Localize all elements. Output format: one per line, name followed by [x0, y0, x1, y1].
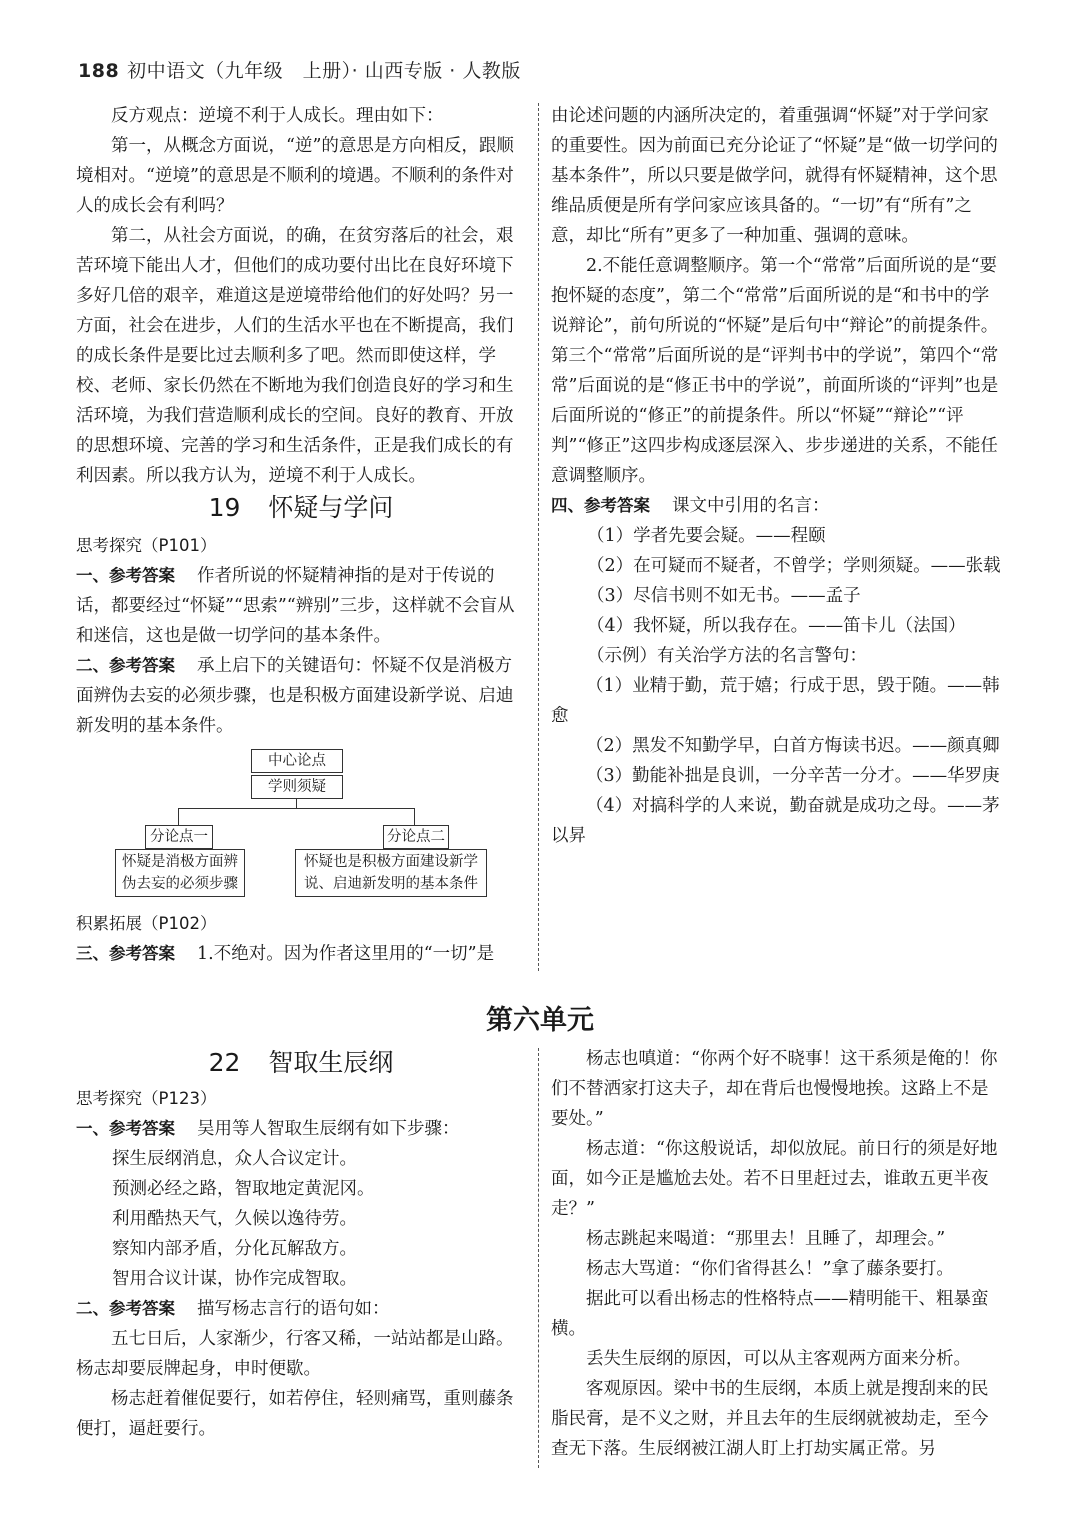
page-header [78, 56, 521, 83]
answer-paragraph [76, 561, 526, 651]
column-divider [538, 1048, 539, 1468]
answer-text: 描写杨志言行的语句如： [197, 1299, 390, 1319]
list-item: 察知内部矛盾，分化瓦解敌方。 [112, 1239, 357, 1259]
answer-paragraph [76, 1114, 526, 1144]
paragraph: 据此可以看出杨志的性格特点——精明能干、粗暴蛮横。 [551, 1289, 989, 1339]
paragraph: 丢失生辰纲的原因，可以从主客观两方面来分析。 [586, 1349, 971, 1369]
paragraph: 杨志道：“你这般说话，却似放屁。前日行的须是好地面，如今正是尴尬去处。若不日里赶过去，谁敢五更半夜走？” [551, 1139, 998, 1219]
sub-point-2-detail [295, 849, 487, 897]
example-quote: （1）业精于勤，荒于嬉；行成于思，毁于随。——韩愈 [551, 676, 1000, 726]
answer-label: 一、参考答案 [76, 566, 175, 585]
paragraph: 2.不能任意调整顺序。第一个“常常”后面所说的是“要抱怀疑的态度”，第二个“常常”后面所说的是“和书中的学说辩论”，前句所说的“怀疑”是后句中“辩论”的前提条件。第三个“常常”后面所说的是“评判书中的学说”，第四个“常常”后面说的是“修正书中的学说”，前面所谈的“评判”也是后面所说的“修正”的前提条件。所以“怀疑”“辩论”“评判”“修正”这四步构成逐层深入、步步递进的关系，不能任意调整顺序。 [551, 256, 999, 486]
answer-paragraph [551, 491, 1001, 521]
argument-structure-diagram [76, 741, 526, 909]
example-quote: （4）对搞科学的人来说，勤奋就是成功之母。——茅以昇 [551, 796, 1000, 846]
paragraph: 由论述问题的内涵所决定的，着重强调“怀疑”对于学问家的重要性。因为前面已充分论证了“怀疑”是“做一切学问的基本条件”，所以只要是做学问，就得有怀疑精神，这个思维品质便是所有学问家应该具备的。“一切”有“所有”之意，却比“所有”更多了一种加重、强调的意味。 [551, 106, 998, 246]
list-item: 预测必经之路，智取地定黄泥冈。 [112, 1179, 375, 1199]
answer-label: 二、参考答案 [76, 1299, 175, 1318]
list-item: （3）尽信书则不如无书。——孟子 [587, 586, 861, 606]
sub-point-1-box: 分论点一 [145, 825, 213, 849]
lesson-number: 22 [208, 1048, 241, 1077]
connector-line [178, 808, 415, 809]
lesson-heading [76, 1048, 526, 1078]
lesson-title: 怀疑与学问 [268, 493, 394, 522]
answer-label: 四、参考答案 [551, 496, 650, 515]
example-quote: （2）黑发不知勤学早，白首方悔读书迟。——颜真卿 [586, 736, 1000, 756]
answer-text: 吴用等人智取生辰纲有如下步骤： [197, 1119, 460, 1139]
list-item: 探生辰纲消息，众人合议定计。 [112, 1149, 357, 1169]
answer-paragraph [76, 1294, 526, 1324]
right-column-top [551, 101, 1001, 851]
lesson-heading [76, 493, 526, 523]
answer-paragraph [76, 939, 526, 969]
answer-text: 承上启下的关键语句：怀疑不仅是消极方面辨伪去妄的必须步骤，也是积极方面建设新学说、启迪新发明的基本条件。 [76, 656, 514, 736]
paragraph: 杨志赶着催促要行，如若停住，轻则痛骂，重则藤条便打，逼赶要行。 [76, 1389, 514, 1439]
list-item: （示例）有关治学方法的名言警句： [587, 646, 867, 666]
detail-line: 怀疑也是积极方面建设新学 [304, 854, 478, 870]
answer-text: 作者所说的怀疑精神指的是对于传说的话，都要经过“怀疑”“思索”“辨别”三步，这样就不会盲从和迷信，这也是做一切学问的基本条件。 [76, 566, 515, 646]
connector-line [296, 798, 297, 808]
list-item: （4）我怀疑，所以我存在。——笛卡儿（法国） [587, 616, 966, 636]
answer-paragraph [76, 651, 526, 741]
left-column-bottom [76, 1044, 526, 1444]
quote-list [551, 521, 1001, 671]
left-column-top [76, 101, 526, 969]
list-item: 智用合议计谋，协作完成智取。 [112, 1269, 357, 1289]
detail-line: 怀疑是消极方面辨 [122, 854, 238, 870]
detail-line: 说、启迪新发明的基本条件 [304, 876, 478, 892]
connector-line [178, 808, 179, 825]
sub-point-2-box: 分论点二 [383, 825, 449, 849]
steps-list [76, 1144, 526, 1294]
paragraph: 第一，从概念方面说，“逆”的意思是方向相反，跟顺境相对。“逆境”的意思是不顺利的境遇。不顺利的条件对人的成长会有利吗？ [76, 136, 514, 216]
example-quote: （3）勤能补拙是良训，一分辛苦一分才。——华罗庚 [586, 766, 1000, 786]
unit-title: 第六单元 [486, 1005, 594, 1036]
answer-text: 1.不绝对。因为作者这里用的“一切”是 [197, 944, 495, 964]
lesson-number: 19 [208, 493, 241, 522]
section-heading: 积累拓展（P102） [76, 914, 217, 933]
right-column-bottom [551, 1044, 1001, 1464]
paragraph: 第二，从社会方面说，的确，在贫穷落后的社会，艰苦环境下能出人才，但他们的成功要付出比在良好环境下多好几倍的艰辛，难道这是逆境带给他们的好处吗？另一方面，社会在进步，人们的生活水平也在不断提高，我们的成长条件是要比过去顺利多了吧。然而即使这样，学校、老师、家长仍然在不断地为我们创造良好的学习和生活环境，为我们营造顺利成长的空间。良好的教育、开放的思想环境、完善的学习和生活条件，正是我们成长的有利因素。所以我方认为，逆境不利于人成长。 [76, 226, 514, 486]
paragraph: 杨志跳起来喝道：“那里去！且睡了，却理会。” [586, 1229, 946, 1249]
detail-line: 伪去妄的必须步骤 [122, 876, 238, 892]
section-heading: 思考探究（P101） [76, 536, 217, 555]
paragraph: 杨志大骂道：“你们省得甚么！”拿了藤条要打。 [586, 1259, 954, 1279]
paragraph: 杨志也嗔道：“你两个好不晓事！这干系须是俺的！你们不替洒家打这夫子，却在背后也慢慢地挨。这路上不是要处。” [551, 1049, 998, 1129]
section-heading: 思考探究（P123） [76, 1089, 217, 1108]
answer-label: 一、参考答案 [76, 1119, 175, 1138]
sub-point-1-detail [115, 849, 245, 897]
center-label-box: 中心论点 [251, 749, 343, 773]
book-title: 初中语文（九年级 上册）· 山西专版 · 人教版 [127, 60, 521, 82]
list-item: （1）学者先要会疑。——程颐 [587, 526, 826, 546]
answer-text: 课文中引用的名言： [672, 496, 830, 516]
connector-line [414, 808, 415, 825]
column-divider [538, 103, 539, 971]
page-number: 188 [78, 60, 120, 82]
list-item: （2）在可疑而不疑者，不曾学；学则须疑。——张载 [587, 556, 1001, 576]
paragraph: 五七日后，人家渐少，行客又稀，一站站都是山路。杨志却要辰牌起身，申时便歇。 [76, 1329, 514, 1379]
paragraph: 反方观点：逆境不利于人成长。理由如下： [111, 106, 444, 126]
lesson-title: 智取生辰纲 [268, 1048, 394, 1077]
answer-label: 二、参考答案 [76, 656, 175, 675]
thesis-box: 学则须疑 [251, 775, 343, 799]
answer-label: 三、参考答案 [76, 944, 175, 963]
list-item: 利用酷热天气，久候以逸待劳。 [112, 1209, 357, 1229]
paragraph: 客观原因。梁中书的生辰纲，本质上就是搜刮来的民脂民膏，是不义之财，并且去年的生辰纲就被劫走，至今查无下落。生辰纲被江湖人盯上打劫实属正常。另 [551, 1379, 989, 1459]
